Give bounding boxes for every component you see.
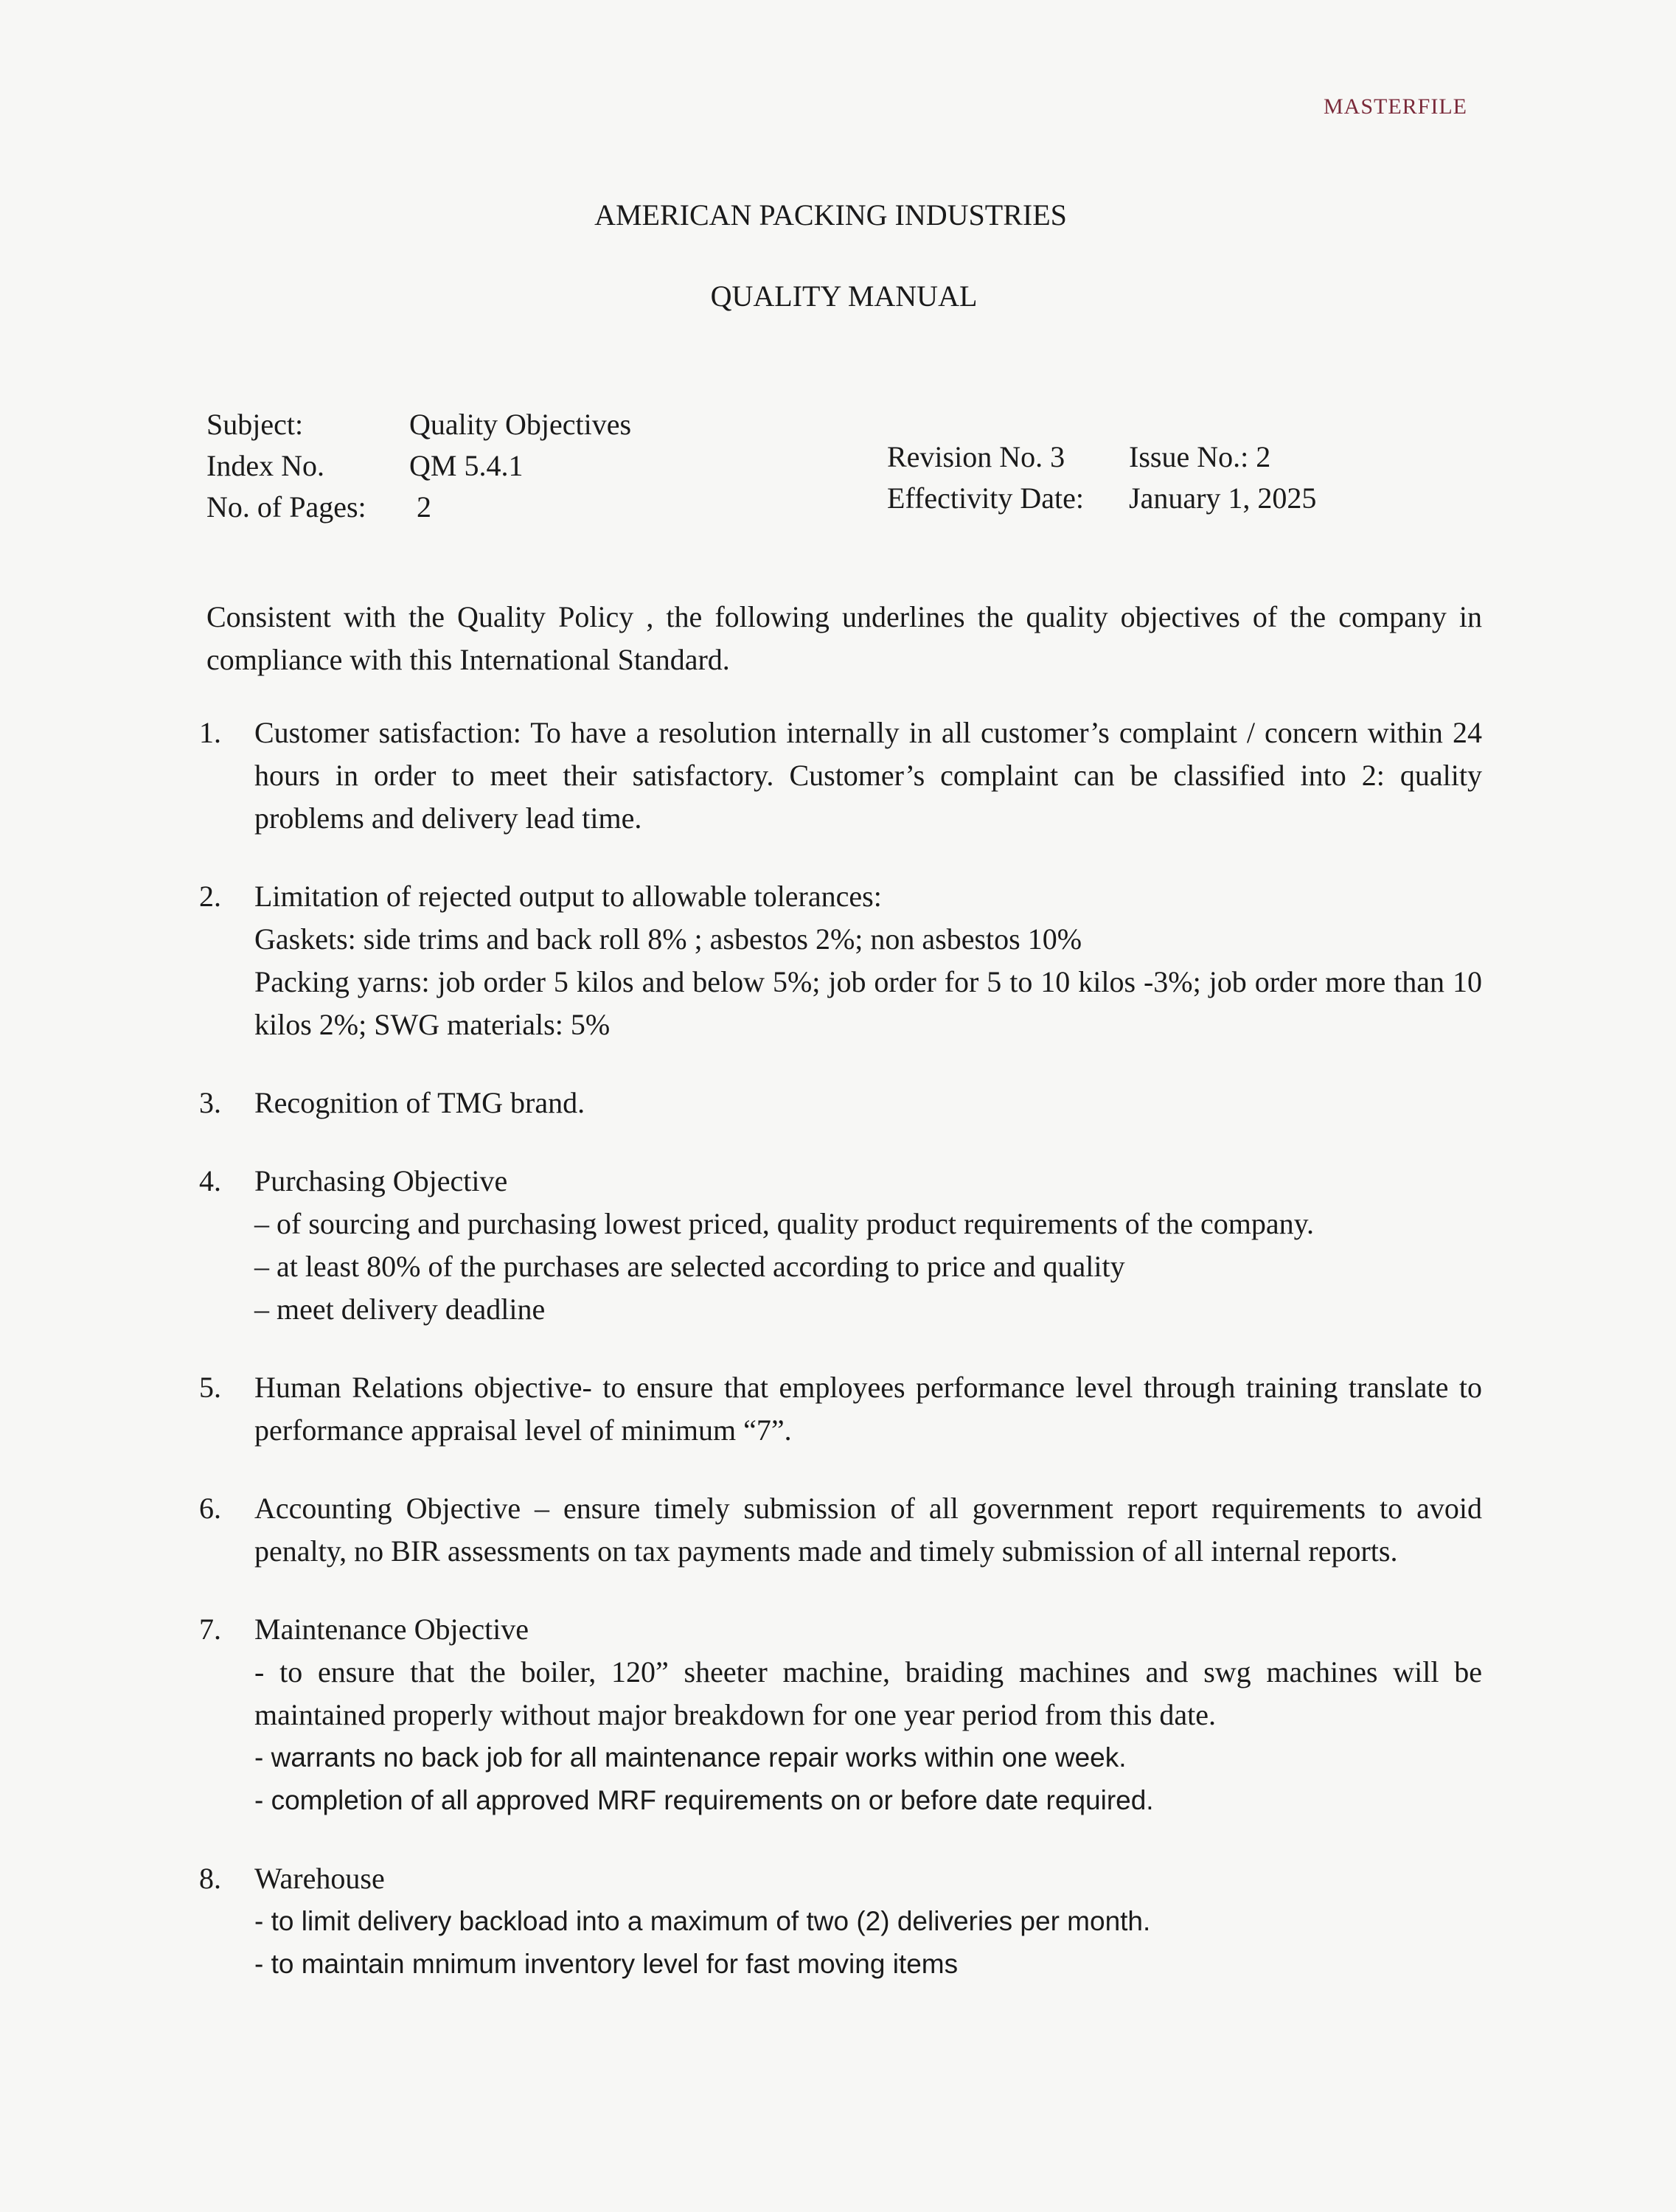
meta-revision: Revision No. 3 <box>887 440 1065 473</box>
objective-text: Maintenance Objective <box>254 1613 529 1646</box>
meta-pages-row <box>206 487 631 528</box>
objective-item <box>199 1366 1482 1452</box>
meta-effectivity-value: January 1, 2025 <box>1129 481 1317 515</box>
objective-item <box>199 1082 1482 1124</box>
objective-number: 2. <box>199 880 221 913</box>
meta-revision-row <box>887 437 1316 478</box>
objective-item <box>199 1857 1482 1986</box>
objective-text: - completion of all approved MRF requirements on or before date required. <box>254 1785 1154 1815</box>
meta-pages-value: 2 <box>417 490 431 524</box>
document-meta-left <box>206 404 631 528</box>
masterfile-stamp: MASTERFILE <box>1324 94 1468 119</box>
objective-item <box>199 712 1482 840</box>
company-name: AMERICAN PACKING INDUSTRIES <box>594 198 1067 232</box>
manual-title: QUALITY MANUAL <box>710 279 978 313</box>
meta-effectivity-row <box>887 478 1316 519</box>
objective-item <box>199 1608 1482 1822</box>
objective-text: - warrants no back job for all maintenance repair works within one week. <box>254 1742 1127 1773</box>
objective-text: – at least 80% of the purchases are selected according to price and quality <box>254 1250 1125 1283</box>
objective-text: – meet delivery deadline <box>254 1293 546 1326</box>
meta-pages-label: No. of Pages: <box>206 490 366 524</box>
objective-number: 8. <box>199 1862 221 1895</box>
objective-text: - to limit delivery backload into a maximum of two (2) deliveries per month. <box>254 1906 1151 1936</box>
objective-text: Packing yarns: job order 5 kilos and below 5%; job order for 5 to 10 kilos -3%; job order more than 10 kilos 2%; SWG materials: 5% <box>254 965 1482 1041</box>
meta-issue: Issue No.: 2 <box>1129 440 1271 473</box>
objective-text: Human Relations objective- to ensure that employees performance level through training translate to performance appraisal level of minimum “7”. <box>254 1371 1482 1447</box>
objective-number: 3. <box>199 1086 221 1119</box>
meta-subject-value: Quality Objectives <box>409 408 632 441</box>
meta-index-row <box>206 445 631 487</box>
objective-text: - to maintain mnimum inventory level for fast moving items <box>254 1949 959 1979</box>
objective-number: 1. <box>199 716 221 749</box>
objective-item <box>199 1160 1482 1331</box>
objective-number: 7. <box>199 1613 221 1646</box>
objectives-list <box>199 712 1482 2021</box>
meta-subject-row <box>206 404 631 445</box>
objective-text: – of sourcing and purchasing lowest priced, quality product requirements of the company. <box>254 1207 1315 1240</box>
objective-text: Warehouse <box>254 1862 385 1895</box>
objective-text: Accounting Objective – ensure timely submission of all government report requirements to avoid penalty, no BIR assessments on tax payments made and timely submission of all internal reports. <box>254 1492 1482 1568</box>
meta-subject-label: Subject: <box>206 408 304 441</box>
objective-text: Limitation of rejected output to allowable tolerances: <box>254 880 882 913</box>
objective-number: 6. <box>199 1492 221 1525</box>
intro-paragraph: Consistent with the Quality Policy , the following underlines the quality objectives of the company in compliance with this International Standard. <box>206 600 1482 676</box>
objective-item <box>199 1487 1482 1573</box>
objective-text: Customer satisfaction: To have a resolution internally in all customer’s complaint / concern within 24 hours in order to meet their satisfactory. Customer’s complaint can be classified into 2: quality problems and delivery lead time. <box>254 716 1482 835</box>
meta-index-label: Index No. <box>206 449 324 482</box>
meta-index-value: QM 5.4.1 <box>409 449 524 482</box>
objective-text: - to ensure that the boiler, 120” sheeter machine, braiding machines and swg machines will be maintained properly without major breakdown for one year period from this date. <box>254 1655 1482 1731</box>
objective-text: Recognition of TMG brand. <box>254 1086 585 1119</box>
objective-number: 5. <box>199 1371 221 1404</box>
objective-number: 4. <box>199 1164 221 1197</box>
objective-text: Purchasing Objective <box>254 1164 508 1197</box>
objective-item <box>199 875 1482 1046</box>
document-meta-right <box>887 437 1316 519</box>
meta-effectivity-label: Effectivity Date: <box>887 481 1084 515</box>
objective-text: Gaskets: side trims and back roll 8% ; asbestos 2%; non asbestos 10% <box>254 922 1082 956</box>
